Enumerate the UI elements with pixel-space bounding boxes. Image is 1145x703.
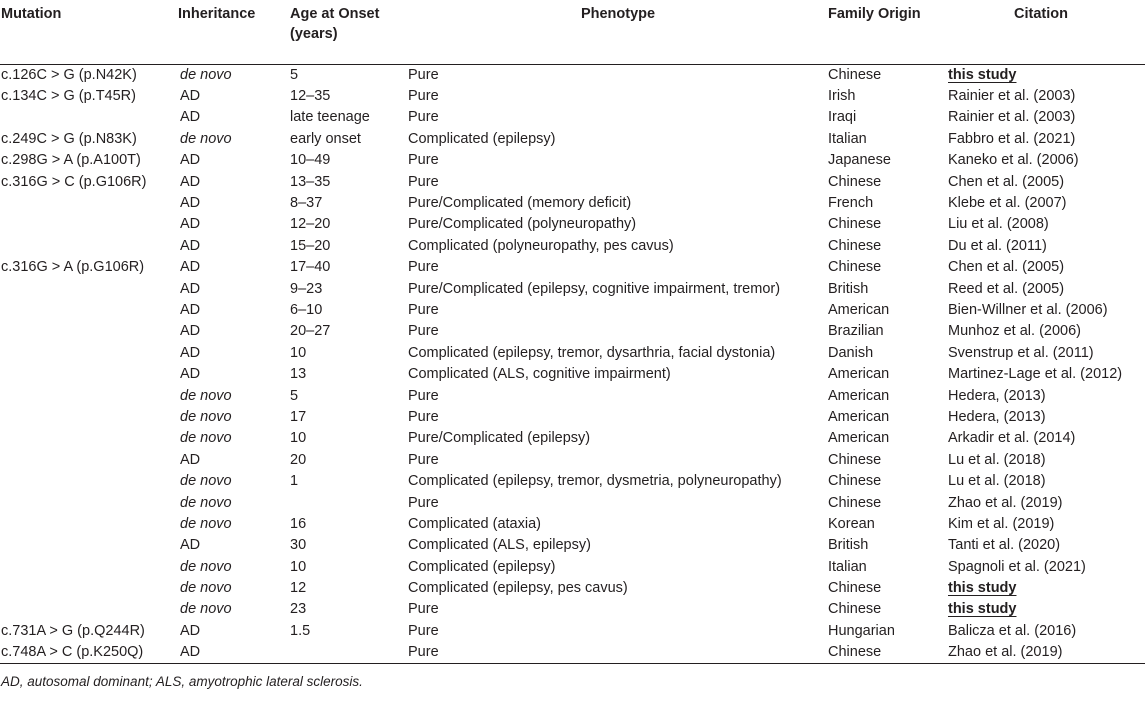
- mutation-cell: [0, 535, 178, 556]
- age-cell: 10: [290, 344, 307, 361]
- phenotype-cell: Pure: [408, 622, 439, 639]
- inheritance-cell: de novo: [180, 130, 232, 147]
- age-cell: 30: [290, 537, 307, 554]
- inheritance-cell: de novo: [180, 558, 232, 575]
- phenotype-cell: Pure: [408, 259, 439, 276]
- origin-cell: Chinese: [828, 259, 882, 276]
- citation-cell: Zhao et al. (2019): [948, 494, 1063, 511]
- citation-cell: Spagnoli et al. (2021): [948, 558, 1086, 575]
- table-row: [0, 321, 1145, 342]
- age-cell: early onset: [290, 130, 361, 147]
- origin-cell: American: [828, 366, 890, 383]
- origin-cell: Japanese: [828, 152, 891, 169]
- citation-cell: Munhoz et al. (2006): [948, 323, 1081, 340]
- citation-cell: Lu et al. (2018): [948, 473, 1046, 490]
- age-cell: 5: [290, 387, 299, 404]
- mutation-cell: c.249C > G (p.N83K): [1, 130, 137, 147]
- table-row: [0, 471, 1145, 492]
- table-row: [0, 407, 1145, 428]
- inheritance-cell: AD: [180, 280, 201, 297]
- citation-cell: this study: [948, 66, 1017, 83]
- inheritance-cell: AD: [180, 259, 201, 276]
- origin-cell: Korean: [828, 515, 875, 532]
- phenotype-cell: Pure/Complicated (polyneuropathy): [408, 216, 637, 233]
- citation-cell: Hedera, (2013): [948, 408, 1046, 425]
- phenotype-cell: Pure: [408, 387, 439, 404]
- phenotype-cell: Pure: [408, 88, 439, 105]
- mutation-cell: [0, 407, 178, 428]
- age-cell: 20–27: [290, 323, 331, 340]
- age-cell: 12: [290, 580, 307, 597]
- origin-cell: American: [828, 301, 890, 318]
- inheritance-cell: AD: [180, 237, 201, 254]
- citation-cell: this study: [948, 601, 1017, 618]
- table-row: [0, 236, 1145, 257]
- age-cell: 13: [290, 366, 307, 383]
- phenotype-cell: Pure: [408, 644, 439, 661]
- mutation-cell: [0, 107, 178, 128]
- table-row: [0, 214, 1145, 235]
- origin-cell: Chinese: [828, 473, 882, 490]
- age-cell: 10–49: [290, 152, 331, 169]
- phenotype-cell: Pure: [408, 66, 439, 83]
- phenotype-cell: Pure: [408, 173, 439, 190]
- inheritance-cell: de novo: [180, 430, 232, 447]
- table-row: [0, 385, 1145, 406]
- age-cell: late teenage: [290, 109, 370, 126]
- table-row: [0, 450, 1145, 471]
- citation-cell: Fabbro et al. (2021): [948, 130, 1076, 147]
- age-cell: 13–35: [290, 173, 331, 190]
- age-cell: 17: [290, 408, 307, 425]
- table-header-row: [0, 0, 1145, 64]
- mutation-cell: [0, 578, 178, 599]
- mutation-cell: [0, 556, 178, 577]
- phenotype-cell: Pure: [408, 494, 439, 511]
- phenotype-cell: Pure: [408, 109, 439, 126]
- mutation-cell: [0, 514, 178, 535]
- citation-cell: Hedera, (2013): [948, 387, 1046, 404]
- header-mutation: Mutation: [1, 6, 62, 22]
- table-body: [0, 64, 1145, 664]
- inheritance-cell: AD: [180, 301, 201, 318]
- inheritance-cell: AD: [180, 537, 201, 554]
- mutation-cell: [0, 385, 178, 406]
- inheritance-cell: de novo: [180, 515, 232, 532]
- table-row: [0, 492, 1145, 513]
- origin-cell: Italian: [828, 558, 867, 575]
- table-row: [0, 642, 1145, 664]
- age-cell: 5: [290, 66, 299, 83]
- citation-cell: Zhao et al. (2019): [948, 644, 1063, 661]
- origin-cell: American: [828, 430, 890, 447]
- age-cell: [280, 492, 408, 513]
- age-cell: 9–23: [290, 280, 323, 297]
- mutation-cell: c.316G > A (p.G106R): [1, 259, 145, 276]
- citation-cell: Tanti et al. (2020): [948, 537, 1061, 554]
- table-row: [0, 129, 1145, 150]
- citation-cell: Chen et al. (2005): [948, 173, 1065, 190]
- origin-cell: Danish: [828, 344, 874, 361]
- citation-cell: Rainier et al. (2003): [948, 109, 1076, 126]
- mutation-cell: c.126C > G (p.N42K): [1, 66, 137, 83]
- origin-cell: Chinese: [828, 601, 882, 618]
- table-row: [0, 621, 1145, 642]
- mutation-cell: [0, 428, 178, 449]
- header-phenotype: Phenotype: [580, 6, 656, 22]
- age-cell: 20: [290, 451, 307, 468]
- table-row: [0, 278, 1145, 299]
- age-cell: 12–35: [290, 88, 331, 105]
- citation-cell: Martinez-Lage et al. (2012): [948, 366, 1123, 383]
- header-inheritance: Inheritance: [178, 6, 256, 22]
- table-row: [0, 171, 1145, 192]
- table-row: [0, 150, 1145, 171]
- age-cell: 23: [290, 601, 307, 618]
- mutation-cell: c.748A > C (p.K250Q): [1, 644, 144, 661]
- header-origin: Family Origin: [828, 6, 921, 22]
- age-cell: 17–40: [290, 259, 331, 276]
- mutation-cell: [0, 599, 178, 620]
- phenotype-cell: Complicated (ALS, cognitive impairment): [408, 366, 671, 383]
- citation-cell: Balicza et al. (2016): [948, 622, 1077, 639]
- table-row: [0, 107, 1145, 128]
- header-citation: Citation: [1014, 6, 1068, 22]
- phenotype-cell: Pure: [408, 323, 439, 340]
- phenotype-cell: Pure/Complicated (epilepsy, cognitive impairment, tremor): [408, 280, 781, 297]
- phenotype-cell: Complicated (ataxia): [408, 515, 541, 532]
- citation-cell: Du et al. (2011): [948, 237, 1047, 254]
- mutation-cell: [0, 214, 178, 235]
- origin-cell: British: [828, 537, 869, 554]
- table-row: [0, 578, 1145, 599]
- inheritance-cell: AD: [180, 109, 201, 126]
- inheritance-cell: AD: [180, 344, 201, 361]
- citation-cell: Arkadir et al. (2014): [948, 430, 1076, 447]
- table-row: [0, 556, 1145, 577]
- mutation-cell: [0, 278, 178, 299]
- age-cell: 10: [290, 430, 307, 447]
- table-row: [0, 193, 1145, 214]
- citation-cell: Chen et al. (2005): [948, 259, 1065, 276]
- table-row: [0, 64, 1145, 86]
- citation-cell: Klebe et al. (2007): [948, 195, 1067, 212]
- mutation-cell: [0, 450, 178, 471]
- table-row: [0, 257, 1145, 278]
- age-cell: 1.5: [290, 622, 311, 639]
- mutation-cell: c.731A > G (p.Q244R): [1, 622, 145, 639]
- phenotype-cell: Pure/Complicated (memory deficit): [408, 195, 632, 212]
- table-footnote: AD, autosomal dominant; ALS, amyotrophic lateral sclerosis.: [1, 674, 363, 690]
- inheritance-cell: AD: [180, 622, 201, 639]
- table-row: [0, 300, 1145, 321]
- table-row: [0, 535, 1145, 556]
- inheritance-cell: de novo: [180, 387, 232, 404]
- age-cell: 15–20: [290, 237, 331, 254]
- inheritance-cell: de novo: [180, 580, 232, 597]
- inheritance-cell: AD: [180, 88, 201, 105]
- phenotype-cell: Pure: [408, 152, 439, 169]
- phenotype-cell: Complicated (polyneuropathy, pes cavus): [408, 237, 674, 254]
- inheritance-cell: AD: [180, 173, 201, 190]
- origin-cell: American: [828, 408, 890, 425]
- inheritance-cell: AD: [180, 323, 201, 340]
- table-row: [0, 514, 1145, 535]
- phenotype-cell: Complicated (epilepsy, pes cavus): [408, 580, 628, 597]
- age-cell: 1: [290, 473, 299, 490]
- age-cell: 6–10: [290, 301, 323, 318]
- table-row: [0, 86, 1145, 107]
- age-cell: 12–20: [290, 216, 331, 233]
- mutation-cell: [0, 492, 178, 513]
- phenotype-cell: Pure: [408, 451, 439, 468]
- inheritance-cell: AD: [180, 451, 201, 468]
- inheritance-cell: AD: [180, 152, 201, 169]
- phenotype-cell: Pure: [408, 301, 439, 318]
- citation-cell: this study: [948, 580, 1017, 597]
- origin-cell: Chinese: [828, 216, 882, 233]
- citation-cell: Svenstrup et al. (2011): [948, 344, 1094, 361]
- inheritance-cell: AD: [180, 216, 201, 233]
- inheritance-cell: AD: [180, 644, 201, 661]
- origin-cell: Chinese: [828, 580, 882, 597]
- citation-cell: Liu et al. (2008): [948, 216, 1049, 233]
- age-cell: [280, 642, 408, 664]
- table-row: [0, 343, 1145, 364]
- mutation-cell: [0, 236, 178, 257]
- origin-cell: Chinese: [828, 451, 882, 468]
- phenotype-cell: Complicated (epilepsy): [408, 558, 556, 575]
- phenotype-cell: Complicated (epilepsy): [408, 130, 556, 147]
- mutation-cell: [0, 193, 178, 214]
- origin-cell: American: [828, 387, 890, 404]
- mutation-cell: c.134C > G (p.T45R): [1, 88, 136, 105]
- phenotype-cell: Pure: [408, 601, 439, 618]
- origin-cell: Brazilian: [828, 323, 884, 340]
- mutation-cell: [0, 471, 178, 492]
- mutation-cell: [0, 300, 178, 321]
- citation-cell: Bien-Willner et al. (2006): [948, 301, 1108, 318]
- mutation-cell: c.316G > C (p.G106R): [1, 173, 147, 190]
- origin-cell: Iraqi: [828, 109, 857, 126]
- inheritance-cell: AD: [180, 195, 201, 212]
- inheritance-cell: de novo: [180, 473, 232, 490]
- origin-cell: Italian: [828, 130, 867, 147]
- origin-cell: Irish: [828, 88, 856, 105]
- inheritance-cell: AD: [180, 366, 201, 383]
- phenotype-cell: Pure/Complicated (epilepsy): [408, 430, 591, 447]
- phenotype-cell: Complicated (epilepsy, tremor, dysmetria, polyneuropathy): [408, 473, 782, 490]
- mutation-cell: c.298G > A (p.A100T): [1, 152, 141, 169]
- origin-cell: Chinese: [828, 173, 882, 190]
- phenotype-cell: Complicated (ALS, epilepsy): [408, 537, 591, 554]
- inheritance-cell: de novo: [180, 601, 232, 618]
- phenotype-cell: Complicated (epilepsy, tremor, dysarthria, facial dystonia): [408, 344, 776, 361]
- citation-cell: Rainier et al. (2003): [948, 88, 1076, 105]
- inheritance-cell: de novo: [180, 408, 232, 425]
- citation-cell: Lu et al. (2018): [948, 451, 1046, 468]
- header-age: Age at Onset (years): [290, 6, 380, 42]
- table-row: [0, 364, 1145, 385]
- citation-cell: Reed et al. (2005): [948, 280, 1065, 297]
- inheritance-cell: de novo: [180, 66, 232, 83]
- origin-cell: Chinese: [828, 237, 882, 254]
- citation-cell: Kaneko et al. (2006): [948, 152, 1079, 169]
- origin-cell: Chinese: [828, 494, 882, 511]
- age-cell: 16: [290, 515, 307, 532]
- mutation-cell: [0, 321, 178, 342]
- inheritance-cell: de novo: [180, 494, 232, 511]
- phenotype-cell: Pure: [408, 408, 439, 425]
- origin-cell: Chinese: [828, 66, 882, 83]
- origin-cell: British: [828, 280, 869, 297]
- age-cell: 8–37: [290, 195, 323, 212]
- origin-cell: Chinese: [828, 644, 882, 661]
- citation-cell: Kim et al. (2019): [948, 515, 1055, 532]
- mutation-cell: [0, 364, 178, 385]
- table-row: [0, 599, 1145, 620]
- origin-cell: Hungarian: [828, 622, 895, 639]
- age-cell: 10: [290, 558, 307, 575]
- mutation-cell: [0, 343, 178, 364]
- origin-cell: French: [828, 195, 874, 212]
- table-row: [0, 428, 1145, 449]
